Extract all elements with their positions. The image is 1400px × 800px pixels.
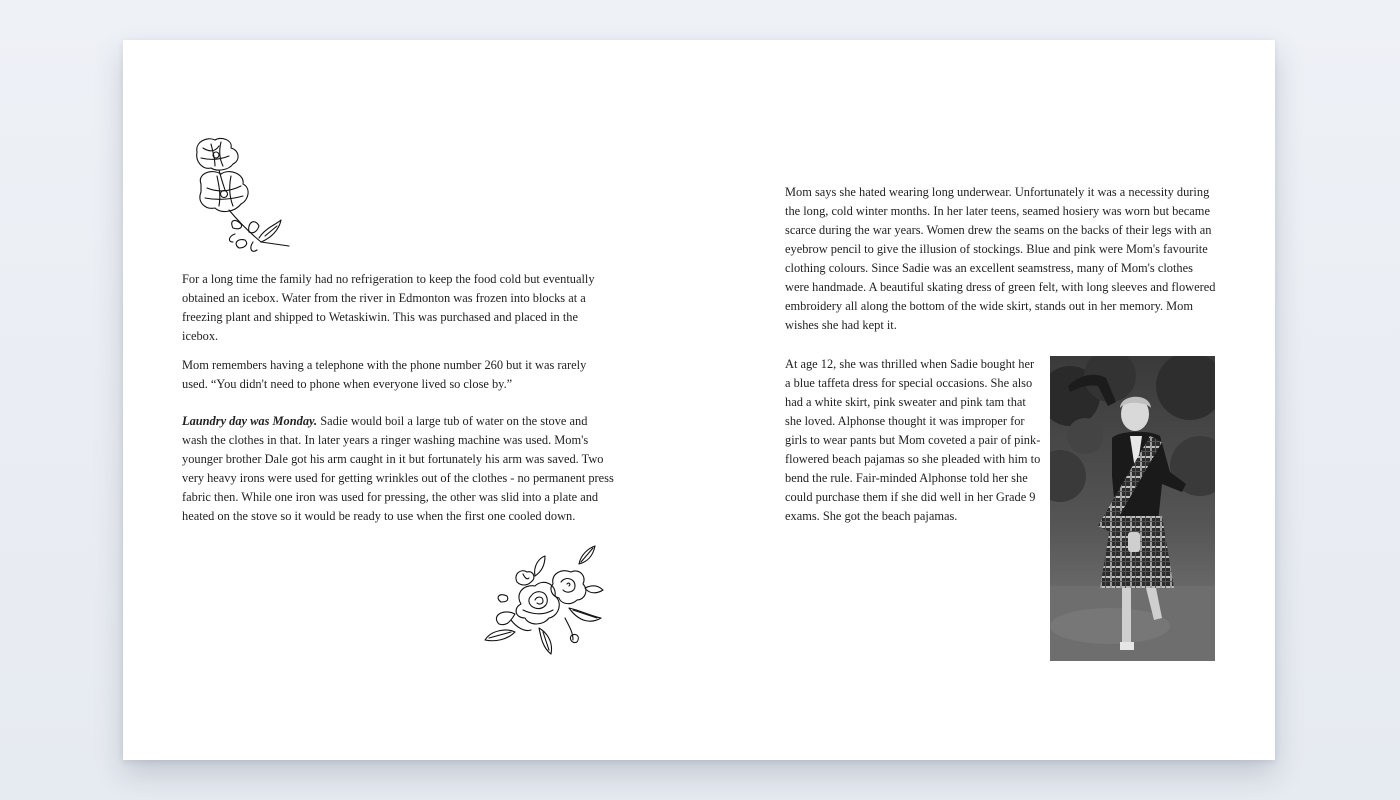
paragraph-laundry-lead: Laundry day was Monday. <box>182 414 318 428</box>
paragraph-laundry <box>182 412 614 526</box>
paragraph-icebox: For a long time the family had no refrigeration to keep the food cold but eventually obtained an icebox. Water from the river in Edmonton was frozen into blocks at a freezing plant and shipped to Wetaskiwin. This was purchased and placed in the icebox. <box>182 272 595 343</box>
rose-bouquet-sketch-icon <box>481 544 607 660</box>
paragraph-underwear: Mom says she hated wearing long underwear. Unfortunately it was a necessity during the long, cold winter months. In her later teens, seamed hosiery was worn but became scarce during the war years. Women drew the seams on the backs of their legs with an eyebrow pencil to give the illusion of stockings. Blue and pink were Mom's favourite clothing colours. Since Sadie was an excellent seamstress, many of Mom's clothes were handmade. A beautiful skating dress of green felt, with long sleeves and flowered embroidery all along the bottom of the wide skirt, stands out in her memory. Mom wishes she had kept it. <box>785 185 1216 332</box>
left-page <box>123 40 699 760</box>
paragraph-beach-pajamas: At age 12, she was thrilled when Sadie bought her a blue taffeta dress for special occasions. She also had a white skirt, pink sweater and pink tam that she loved. Alphonse thought it was improper for girls to wear pants but Mom coveted a pair of pink-flowered beach pajamas so she pleaded with him to bend the rule. Fair-minded Alphonse told her she could purchase them if she did well in her Grade 9 exams. She got the beach pajamas. <box>785 357 1041 523</box>
book-spread <box>123 40 1275 760</box>
girl-in-kilt-photo <box>1050 356 1215 661</box>
right-page <box>699 40 1275 760</box>
paragraph-telephone: Mom remembers having a telephone with the phone number 260 but it was rarely used. “You didn't need to phone when everyone lived so close by.” <box>182 358 587 391</box>
poppy-sketch-icon <box>189 134 295 254</box>
paragraph-laundry-body: Sadie would boil a large tub of water on the stove and wash the clothes in that. In later years a ringer washing machine was used. Mom's younger brother Dale got his arm caught in it but fortunately his arm was saved. Two very heavy irons were used for getting wrinkles out of the clothes - no permanent press fabric then. While one iron was used for pressing, the other was slid into a plate and heated on the stove so it would be ready to use when the first one cooled down. <box>182 414 614 523</box>
